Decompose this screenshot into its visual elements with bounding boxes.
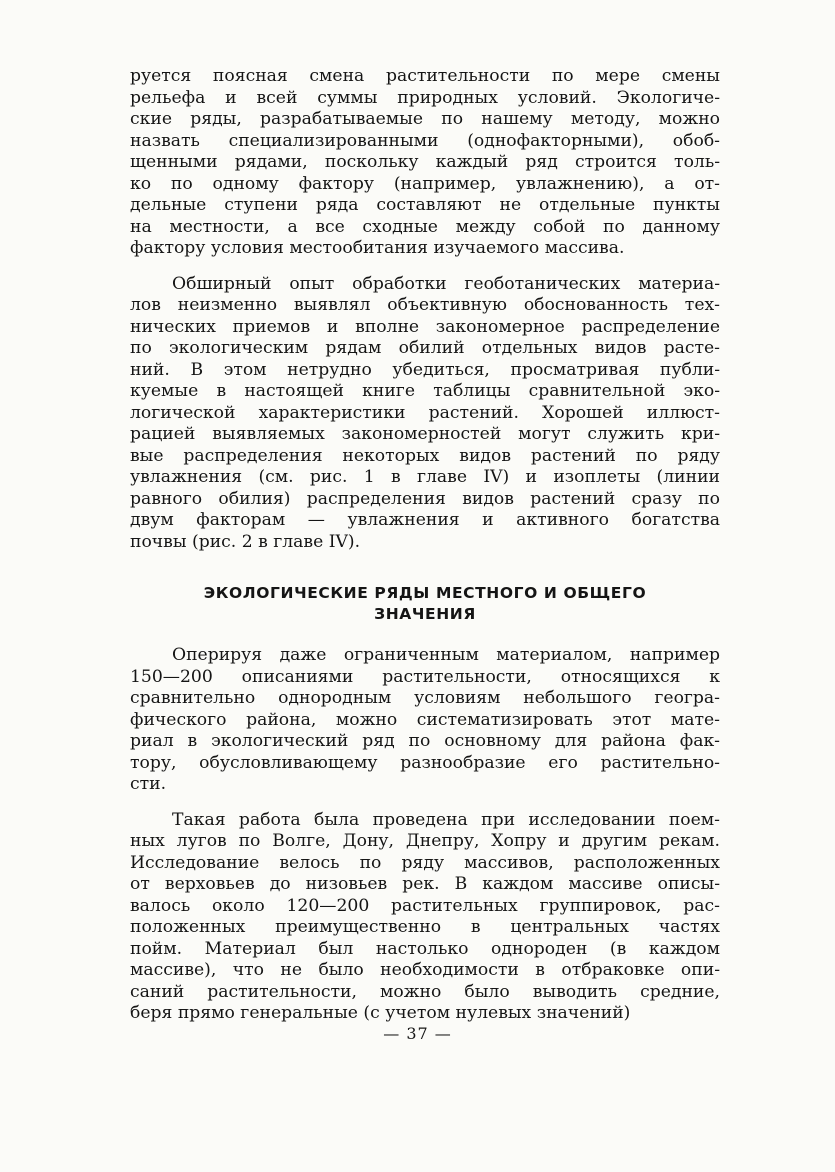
page-number: — 37 — <box>383 1024 452 1043</box>
text-line: логической характеристики растений. Хорошей иллюст- <box>130 402 720 423</box>
text-line: ские ряды, разрабатываемые по нашему методу, можно <box>130 109 720 129</box>
text-line: рацией выявляемых закономерностей могут служить кри- <box>130 424 720 444</box>
text-line: Исследование велось по ряду массивов, расположенных <box>130 852 720 873</box>
text-line: на местности, а все сходные между собой по данному <box>130 216 720 237</box>
text-line: валось около 120—200 растительных группировок, рас- <box>130 895 720 916</box>
section-heading-line-2: ЗНАЧЕНИЯ <box>374 605 476 623</box>
text-line: положенных преимущественно в центральных частях <box>130 917 720 937</box>
text-line: от верховьев до низовьев рек. В каждом массиве описы- <box>130 874 720 894</box>
text-line: щенными рядами, поскольку каждый ряд строится толь- <box>130 152 720 172</box>
text-line: лов неизменно выявлял объективную обоснованность тех- <box>130 295 720 315</box>
text-line: увлажнения (см. рис. 1 в главе IV) и изоплеты (линии <box>130 467 720 487</box>
text-line: руется поясная смена растительности по мере смены <box>130 66 720 86</box>
text-line: нических приемов и вполне закономерное распределение <box>130 316 720 337</box>
text-line: 150—200 описаниями растительности, относящихся к <box>130 666 720 687</box>
text-line: равного обилия) распределения видов растений сразу по <box>130 488 720 509</box>
text-line: куемые в настоящей книге таблицы сравнительной эко- <box>130 381 720 401</box>
paragraph-p1 <box>130 66 720 260</box>
text-line: сравнительно однородным условиям небольшого геогра- <box>130 688 720 708</box>
section-heading-line-1: ЭКОЛОГИЧЕСКИЕ РЯДЫ МЕСТНОГО И ОБЩЕГО <box>203 584 647 602</box>
text-block-upper <box>130 66 720 553</box>
text-line: Оперируя даже ограниченным материалом, например <box>172 645 720 665</box>
paragraph-p4 <box>130 810 720 1025</box>
text-line: сти. <box>130 774 167 794</box>
text-line: вые распределения некоторых видов растений по ряду <box>130 445 720 466</box>
text-line: Такая работа была проведена при исследовании поем- <box>172 809 720 830</box>
text-block-lower <box>130 645 720 1025</box>
text-line: назвать специализированными (однофакторными), обоб- <box>130 130 720 151</box>
text-line: ко по одному фактору (например, увлажнению), а от- <box>130 173 720 194</box>
paragraph-gap <box>130 260 720 274</box>
text-line: пойм. Материал был настолько однороден (в каждом <box>130 938 720 959</box>
text-line: ных лугов по Волге, Дону, Днепру, Хопру и другим рекам. <box>130 831 720 851</box>
text-line: почвы (рис. 2 в главе IV). <box>130 531 361 552</box>
page-body <box>130 66 720 1025</box>
text-line: по экологическим рядам обилий отдельных видов расте- <box>130 338 720 358</box>
text-line: фического района, можно систематизировать этот мате- <box>130 709 720 730</box>
section-heading <box>130 583 720 625</box>
text-line: дельные ступени ряда составляют не отдельные пункты <box>130 195 720 215</box>
text-line: фактору условия местообитания изучаемого массива. <box>130 238 625 258</box>
paragraph-gap <box>130 796 720 810</box>
paragraph-p3 <box>130 645 720 796</box>
text-line: риал в экологический ряд по основному для района фак- <box>130 731 720 751</box>
text-line: массиве), что не было необходимости в отбраковке опи- <box>130 960 720 980</box>
text-line: двум факторам — увлажнения и активного богатства <box>130 510 720 530</box>
paragraph-p2 <box>130 274 720 554</box>
text-line: рельефа и всей суммы природных условий. Экологиче- <box>130 87 720 108</box>
text-line: ний. В этом нетрудно убедиться, просматривая публи- <box>130 359 720 380</box>
text-line: тору, обусловливающему разнообразие его растительно- <box>130 752 720 773</box>
text-line: Обширный опыт обработки геоботанических материа- <box>172 273 720 294</box>
text-line: беря прямо генеральные (с учетом нулевых значений) <box>130 1003 631 1023</box>
text-line: саний растительности, можно было выводить средние, <box>130 981 720 1002</box>
